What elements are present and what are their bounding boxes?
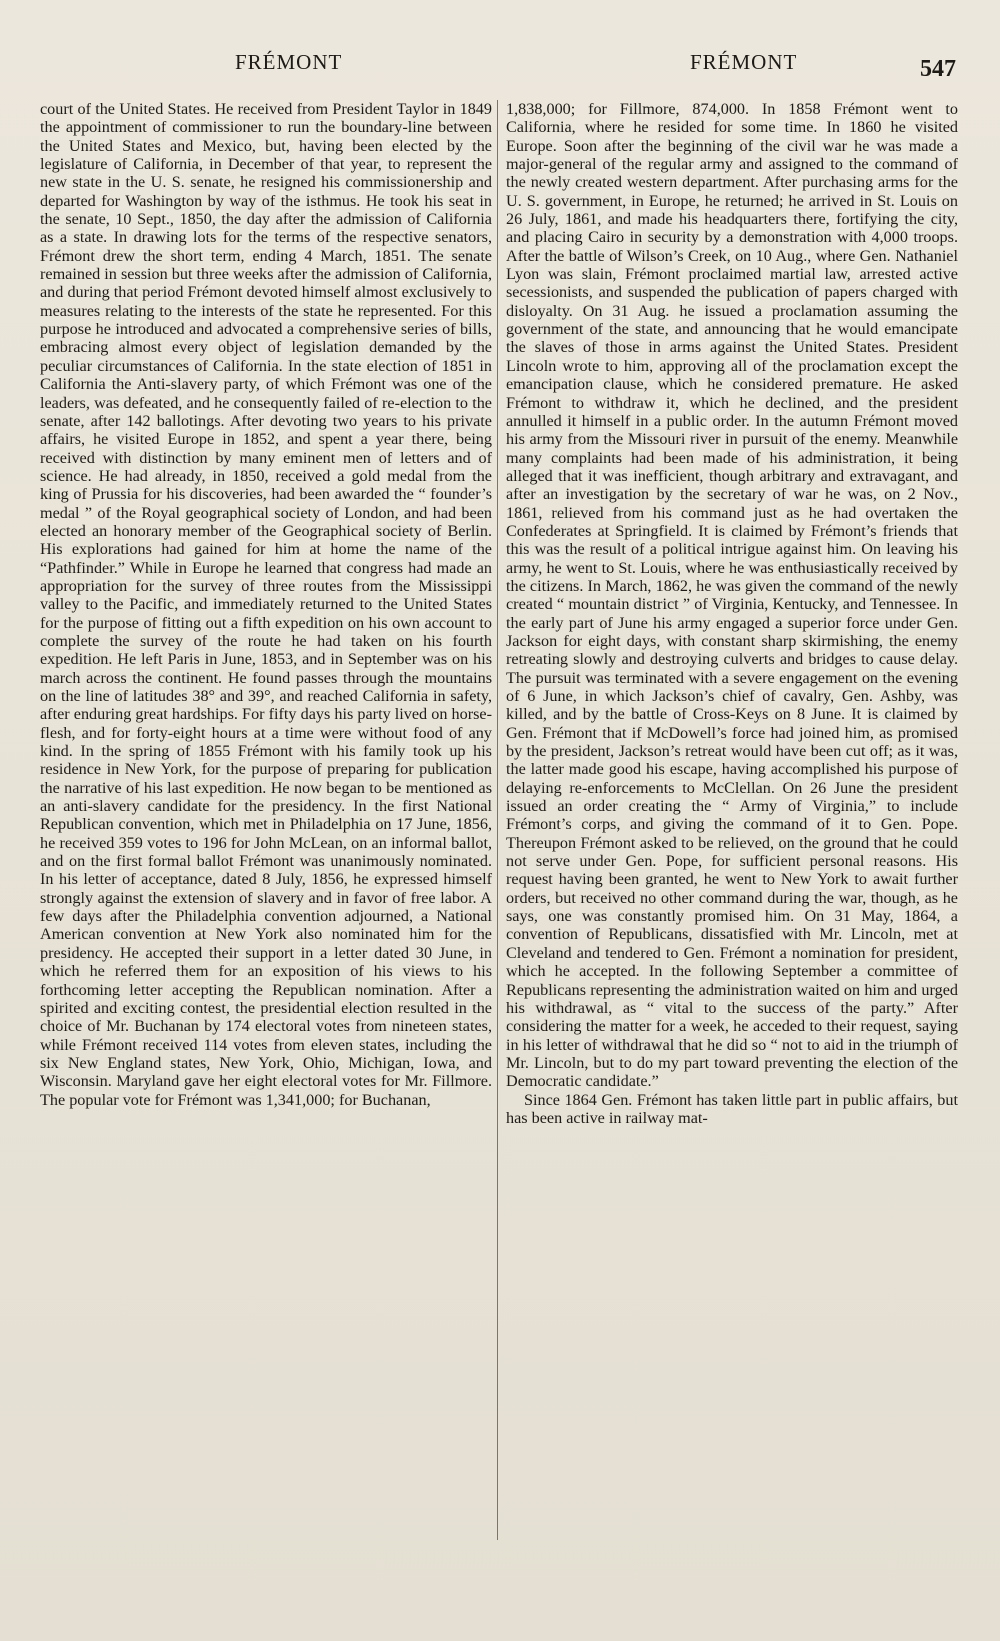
- page-number: 547: [920, 56, 956, 82]
- column-divider: [497, 100, 498, 1540]
- running-head-right: FRÉMONT: [690, 50, 798, 74]
- running-head-left: FRÉMONT: [235, 50, 343, 74]
- right-paragraph-2: Since 1864 Gen. Frémont has taken little part in public affairs, but has been active in railway mat-: [506, 1090, 958, 1127]
- right-paragraph-1: 1,838,000; for Fillmore, 874,000. In 1858 Frémont went to California, where he resided for some time. In 1860 he visited Europe. Soon after the beginning of the civil war he was made a major-general of the regular army and assigned to the command of the newly created western department. After purchasing arms for the U. S. government, in Europe, he returned; he arrived in St. Louis on 26 July, 1861, and made his headquarters there, fortifying the city, and placing Cairo in security by a demonstration with 4,000 troops. After the battle of Wilson’s Creek, on 10 Aug., where Gen. Nathaniel Lyon was slain, Frémont proclaimed martial law, arrested active secessionists, and suspended the publication of papers charged with disloyalty. On 31 Aug. he issued a proclamation assuming the government of the state, and announcing that he would emancipate the slaves of those in arms against the United States. President Lincoln wrote to him, approving all of the proclamation except the emancipation clause, which he considered premature. He asked Frémont to withdraw it, which he declined, and the president annulled it himself in a public order. In the autumn Frémont moved his army from the Missouri river in pursuit of the enemy. Meanwhile many complaints had been made of his administration, it being alleged that it was inefficient, though arbitrary and extravagant, and after an investigation by the secretary of war he was, on 2 Nov., 1861, relieved from his command just as he had overtaken the Confederates at Springfield. It is claimed by Frémont’s friends that this was the result of a political intrigue against him. On leaving his army, he went to St. Louis, where he was enthusiastically received by the citizens. In March, 1862, he was given the command of the newly created “ mountain district ” of Virginia, Kentucky, and Tennessee. In the early part of June his army engaged a superior force under Gen. Jackson for eight days, with constant sharp skirmishing, the enemy retreating slowly and destroying culverts and bridges to cause delay. The pursuit was terminated with a severe engagement on the evening of 6 June, in which Jackson’s chief of cavalry, Gen. Ashby, was killed, and by the battle of Cross-Keys on 8 June. It is claimed by Gen. Frémont that if McDowell’s force had joined him, as promised by the president, Jackson’s retreat would have been cut off; as it was, the latter made good his escape, having accomplished his purpose of delaying re-enforcements to McClellan. On 26 June the president issued an order creating the “ Army of Virginia,” to include Frémont’s corps, and giving the command of it to Gen. Pope. Thereupon Frémont asked to be relieved, on the ground that he could not serve under Gen. Pope, for sufficient personal reasons. His request having been granted, he went to New York to await further orders, but received no other command during the war, though, as he says, one was constantly promised him. On 31 May, 1864, a convention of Republicans, dissatisfied with Mr. Lincoln, met at Cleveland and tendered to Gen. Frémont a nomination for president, which he accepted. In the following September a committee of Republicans representing the administration waited on him and urged his withdrawal, as “ vital to the success of the party.” After considering the matter for a week, he acceded to their request, saying in his letter of withdrawal that he did so “ not to aid in the triumph of Mr. Lincoln, but to do my part toward preventing the election of the Democratic candidate.”: [506, 100, 958, 1091]
- left-paragraph-1: court of the United States. He received from President Taylor in 1849 the appointment of commissioner to run the boundary-line between the United States and Mexico, but, having been elected by the legislature of California, in December of that year, to represent the new state in the U. S. senate, he resigned his commissionership and departed for Washington by way of the isthmus. He took his seat in the senate, 10 Sept., 1850, the day after the admission of California as a state. In drawing lots for the terms of the respective senators, Frémont drew the short term, ending 4 March, 1851. The senate remained in session but three weeks after the admission of California, and during that period Frémont devoted himself almost exclusively to measures relating to the interests of the state he represented. For this purpose he introduced and advocated a comprehensive series of bills, embracing almost every object of legislation demanded by the peculiar circumstances of California. In the state election of 1851 in California the Anti-slavery party, of which Frémont was one of the leaders, was defeated, and he consequently failed of re-election to the senate, after 142 ballotings. After devoting two years to his private affairs, he visited Europe in 1852, and spent a year there, being received with distinction by many eminent men of letters and of science. He had already, in 1850, received a gold medal from the king of Prussia for his discoveries, had been awarded the “ founder’s medal ” of the Royal geographical society of London, and had been elected an honorary member of the Geographical society of Berlin. His explorations had gained for him at home the name of the “Pathfinder.” While in Europe he learned that congress had made an appropriation for the survey of three routes from the Mississippi valley to the Pacific, and immediately returned to the United States for the purpose of fitting out a fifth expedition on his own account to complete the survey of the route he had taken on his fourth expedition. He left Paris in June, 1853, and in September was on his march across the continent. He found passes through the mountains on the line of latitudes 38° and 39°, and reached California in safety, after enduring great hardships. For fifty days his party lived on horse-flesh, and for forty-eight hours at a time were without food of any kind. In the spring of 1855 Frémont with his family took up his residence in New York, for the purpose of preparing for publication the narrative of his last expedition. He now began to be mentioned as an anti-slavery candidate for the presidency. In the first National Republican convention, which met in Philadelphia on 17 June, 1856, he received 359 votes to 196 for John McLean, on an informal ballot, and on the first formal ballot Frémont was unanimously nominated. In his letter of acceptance, dated 8 July, 1856, he expressed himself strongly against the extension of slavery and in favor of free labor. A few days after the Philadelphia convention adjourned, a National American convention at New York also nominated him for the presidency. He accepted their support in a letter dated 30 June, in which he referred them for an exposition of his views to his forthcoming letter accepting the Republican nomination. After a spirited and exciting contest, the presidential election resulted in the choice of Mr. Buchanan by 174 electoral votes from nineteen states, while Frémont received 114 votes from eleven states, including the six New England states, New York, Ohio, Michigan, Iowa, and Wisconsin. Maryland gave her eight electoral votes for Mr. Fillmore. The popular vote for Frémont was 1,341,000; for Buchanan,: [40, 100, 492, 1109]
- left-column: [40, 100, 492, 1109]
- right-column: [506, 100, 958, 1127]
